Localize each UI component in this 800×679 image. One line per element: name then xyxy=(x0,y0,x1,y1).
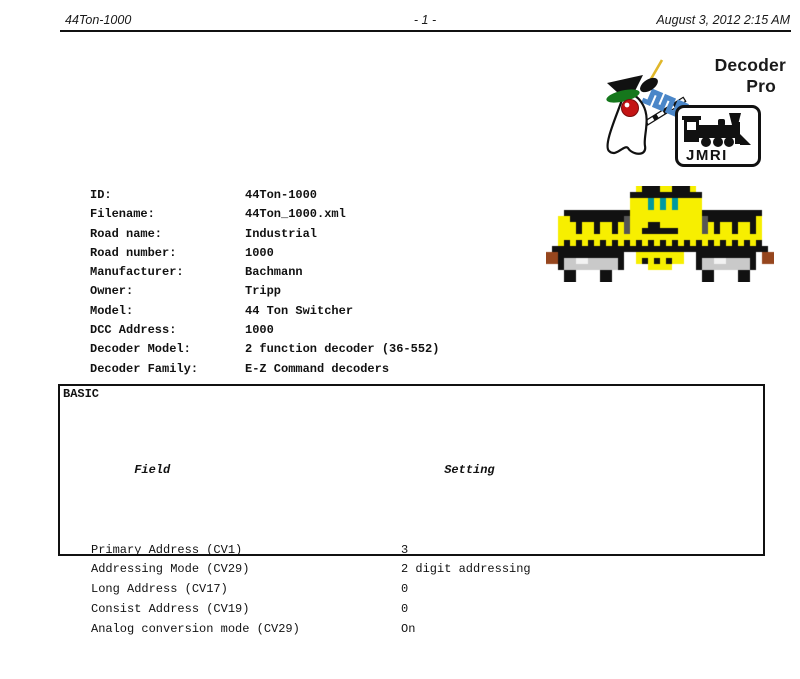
roster-field-row xyxy=(90,244,439,263)
jmri-label: JMRI xyxy=(686,147,728,164)
roster-field-row xyxy=(90,205,439,224)
roster-field-label: Manufacturer: xyxy=(90,265,184,280)
basic-table-row xyxy=(91,600,531,620)
column-header-setting: Setting xyxy=(444,463,495,478)
basic-field-cell: Primary Address (CV1) xyxy=(91,542,243,557)
roster-field-row xyxy=(90,186,439,205)
roster-field-value: 44Ton_1000.xml xyxy=(245,207,346,222)
roster-field-value: Bachmann xyxy=(245,265,303,280)
roster-info-list xyxy=(90,186,439,379)
decoderpro-logo xyxy=(593,55,789,169)
basic-table-row xyxy=(91,541,531,561)
header-divider xyxy=(60,30,791,32)
roster-field-row xyxy=(90,360,439,379)
basic-table-row xyxy=(91,580,531,600)
roster-field-row xyxy=(90,340,439,359)
roster-field-row xyxy=(90,321,439,340)
basic-table-body xyxy=(91,541,531,640)
basic-setting-cell: 0 xyxy=(401,582,409,597)
roster-field-label: Model: xyxy=(90,303,134,318)
roster-field-label: Road name: xyxy=(90,226,163,241)
roster-field-label: Owner: xyxy=(90,284,134,299)
basic-field-cell: Analog conversion mode (CV29) xyxy=(91,621,300,636)
basic-table xyxy=(91,402,531,679)
basic-section-title: BASIC xyxy=(63,387,100,401)
header-page-number: - 1 - xyxy=(413,13,437,27)
basic-field-cell: Long Address (CV17) xyxy=(91,582,228,597)
roster-field-row xyxy=(90,263,439,282)
jmri-logo xyxy=(675,105,761,167)
basic-field-cell: Addressing Mode (CV29) xyxy=(91,562,250,577)
roster-field-label: Road number: xyxy=(90,245,177,260)
basic-table-row xyxy=(91,560,531,580)
roster-field-value: 1000 xyxy=(245,323,274,338)
basic-table-row xyxy=(91,620,531,640)
basic-setting-cell: On xyxy=(401,621,416,636)
roster-field-row xyxy=(90,225,439,244)
product-title-line1: Decoder xyxy=(714,55,786,75)
roster-field-label: Filename: xyxy=(90,207,155,222)
roster-field-value: 1000 xyxy=(245,245,274,260)
roster-field-value: 44 Ton Switcher xyxy=(245,303,354,318)
roster-field-label: DCC Address: xyxy=(90,323,177,338)
roster-field-value: Tripp xyxy=(245,284,282,299)
locomotive-image xyxy=(546,186,774,282)
product-title-line2: Pro xyxy=(746,76,776,96)
steam-locomotive-icon xyxy=(680,110,754,150)
basic-field-cell: Consist Address (CV19) xyxy=(91,601,250,616)
roster-field-label: Decoder Model: xyxy=(90,342,191,357)
basic-setting-cell: 2 digit addressing xyxy=(401,562,531,577)
duke-nose xyxy=(622,100,639,117)
roster-field-value: E-Z Command decoders xyxy=(245,361,390,376)
roster-field-label: Decoder Family: xyxy=(90,361,199,376)
basic-table-header xyxy=(91,442,531,501)
roster-field-label: ID: xyxy=(90,188,112,202)
roster-field-value: Industrial xyxy=(245,226,318,241)
basic-section xyxy=(58,384,765,636)
roster-field-value: 44Ton-1000 xyxy=(245,188,318,202)
basic-setting-cell: 3 xyxy=(401,542,409,557)
roster-field-row xyxy=(90,282,439,301)
header-doc-title: 44Ton-1000 xyxy=(65,13,132,27)
basic-setting-cell: 0 xyxy=(401,601,409,616)
product-title xyxy=(715,55,786,97)
header-datetime: August 3, 2012 2:15 AM xyxy=(656,13,790,27)
column-header-field: Field xyxy=(134,463,171,478)
roster-field-value: 2 function decoder (36-552) xyxy=(245,342,440,357)
roster-field-row xyxy=(90,302,439,321)
